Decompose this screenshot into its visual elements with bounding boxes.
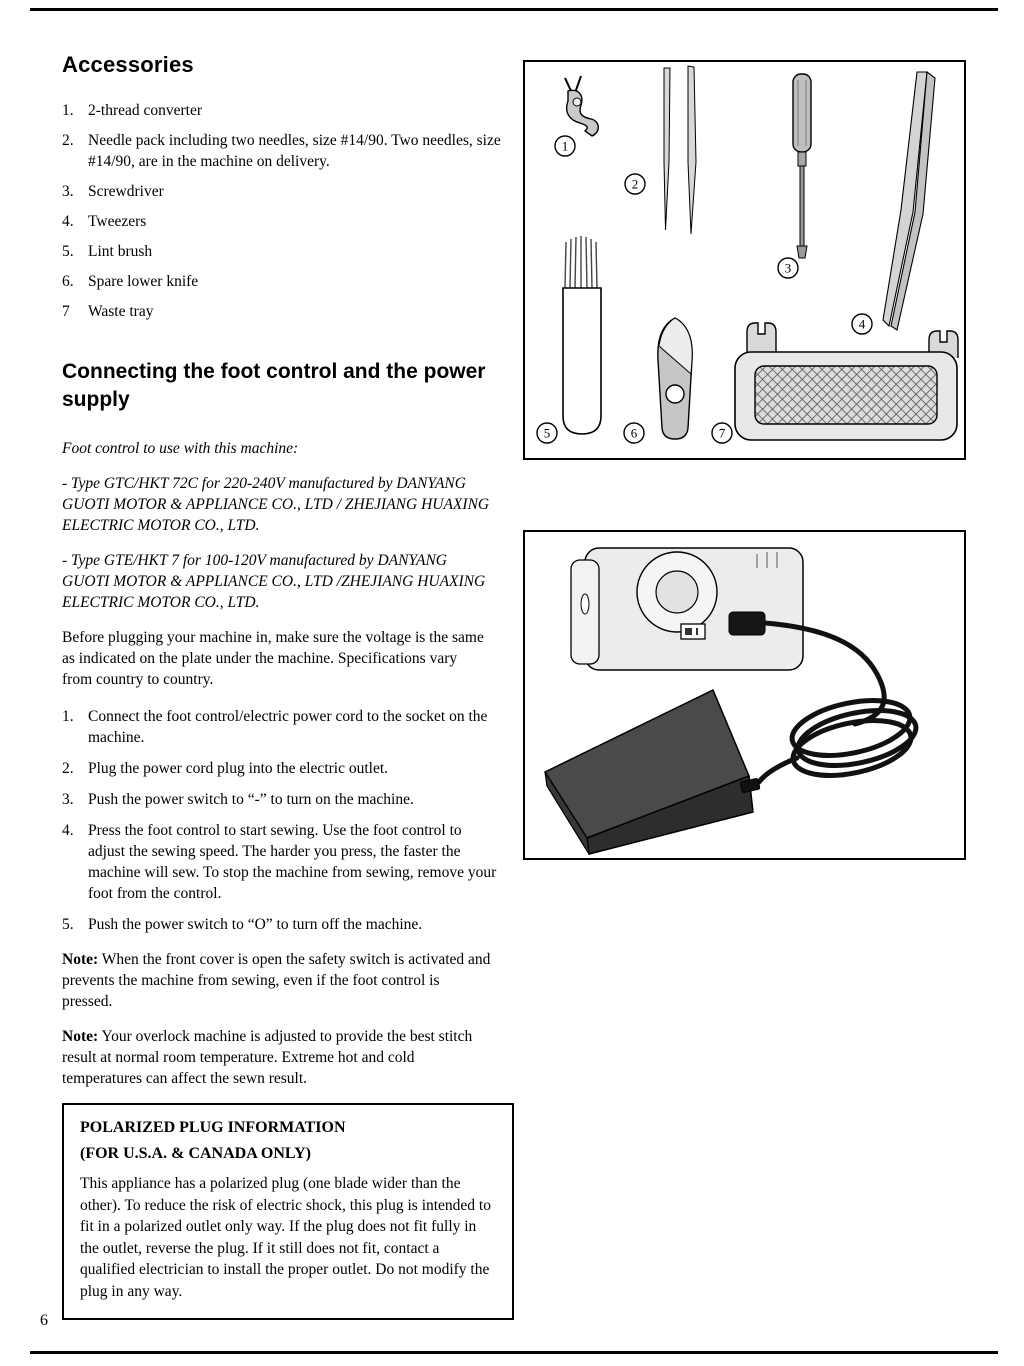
step-text: Connect the foot control/electric power cord to the socket on the machine.: [88, 708, 488, 746]
step-text: Plug the power cord plug into the electric outlet.: [88, 760, 389, 777]
note-label: Note:: [62, 1028, 99, 1045]
sewing-machine-icon: [571, 548, 803, 670]
needles-icon: [664, 66, 696, 234]
accessories-figure: [523, 60, 966, 460]
tweezers-icon: [883, 72, 935, 330]
list-item: [62, 301, 510, 322]
connection-steps-list: [62, 706, 510, 935]
figure-label-4: [852, 314, 872, 334]
list-item: [62, 211, 510, 232]
svg-text:4: 4: [858, 316, 866, 332]
list-item: [62, 100, 510, 121]
two-thread-converter-icon: [565, 76, 598, 136]
screwdriver-icon: [793, 74, 811, 258]
note-temperature: [62, 1026, 492, 1089]
step-text: Push the power switch to “-” to turn on the machine.: [88, 791, 414, 808]
list-item-number: 6.: [62, 273, 74, 290]
figure-label-5: [537, 423, 557, 443]
lint-brush-icon: [563, 236, 601, 434]
foot-control-type-2: - Type GTE/HKT 7 for 100-120V manufactured by DANYANG GUOTI MOTOR & APPLIANCE CO., LTD /ZHEJIANG HUAXING ELECTRIC MOTOR CO., LTD.: [62, 552, 486, 611]
step-number: 1.: [62, 708, 74, 725]
svg-text:7: 7: [718, 425, 726, 441]
list-item-text: Waste tray: [88, 303, 154, 320]
figure-label-6: [624, 423, 644, 443]
polarized-title: POLARIZED PLUG INFORMATION: [80, 1119, 346, 1136]
list-item-number: 3.: [62, 183, 74, 200]
figure-label-2: [625, 174, 645, 194]
foot-control-illustration: [525, 532, 964, 858]
list-item-text: Tweezers: [88, 213, 147, 230]
waste-tray-icon: [735, 323, 958, 440]
page-number: 6: [40, 1312, 48, 1329]
list-item-text: Lint brush: [88, 243, 153, 260]
step-item: [62, 914, 510, 935]
note-text: When the front cover is open the safety switch is activated and prevents the machine from sewing, even if the foot control is pressed.: [62, 951, 491, 1010]
step-number: 4.: [62, 822, 74, 839]
accessories-heading: Accessories: [62, 52, 194, 77]
step-number: 3.: [62, 791, 74, 808]
figure-label-3: [778, 258, 798, 278]
list-item-number: 7: [62, 303, 70, 320]
list-item-number: 1.: [62, 102, 74, 119]
accessories-illustration: [525, 62, 964, 458]
accessories-list: [62, 100, 510, 322]
svg-text:5: 5: [543, 425, 551, 441]
list-item: [62, 241, 510, 262]
note-safety-switch: [62, 949, 492, 1012]
step-item: [62, 789, 510, 810]
foot-control-pedal-icon: [545, 690, 760, 854]
figure-label-7: [712, 423, 732, 443]
svg-text:1: 1: [561, 138, 569, 154]
list-item-text: Screwdriver: [88, 183, 164, 200]
svg-text:2: 2: [631, 176, 639, 192]
step-item: [62, 706, 510, 748]
polarized-body: This appliance has a polarized plug (one blade wider than the other). To reduce the risk of electric shock, this plug is intended to fit in a polarized outlet only way. If the plug does not fit fully in the outlet, reverse the plug. If it still does not fit, contact a qualified electrician to install the proper outlet. Do not modify the plug in any way.: [80, 1175, 491, 1300]
step-text: Push the power switch to “O” to turn off the machine.: [88, 916, 423, 933]
spare-lower-knife-icon: [658, 318, 692, 439]
list-item-text: Spare lower knife: [88, 273, 199, 290]
list-item: [62, 130, 510, 172]
foot-control-intro: Foot control to use with this machine:: [62, 440, 299, 457]
top-rule: [30, 8, 998, 11]
note-text: Your overlock machine is adjusted to provide the best stitch result at normal room temperature. Extreme hot and cold temperatures can affect the sewn result.: [62, 1028, 473, 1087]
figure-label-1: [555, 136, 575, 156]
bottom-rule: [30, 1351, 998, 1354]
step-item: [62, 758, 510, 779]
list-item: [62, 181, 510, 202]
svg-text:6: 6: [630, 425, 638, 441]
list-item-number: 4.: [62, 213, 74, 230]
list-item-text: 2-thread converter: [88, 102, 203, 119]
foot-control-figure: [523, 530, 966, 860]
list-item-number: 5.: [62, 243, 74, 260]
step-text: Press the foot control to start sewing. Use the foot control to adjust the sewing speed. The harder you press, the faster the machine will sew. To stop the machine from sewing, remove your foot from the control.: [88, 822, 497, 902]
voltage-paragraph: Before plugging your machine in, make sure the voltage is the same as indicated on the plate under the machine. Specifications vary from country to country.: [62, 629, 484, 688]
step-number: 5.: [62, 916, 74, 933]
list-item: [62, 271, 510, 292]
foot-control-type-1: - Type GTC/HKT 72C for 220-240V manufactured by DANYANG GUOTI MOTOR & APPLIANCE CO., LTD / ZHEJIANG HUAXING ELECTRIC MOTOR CO., LTD.: [62, 475, 490, 534]
note-label: Note:: [62, 951, 99, 968]
polarized-subtitle: (FOR U.S.A. & CANADA ONLY): [80, 1145, 311, 1162]
list-item-text: Needle pack including two needles, size #14/90. Two needles, size #14/90, are in the machine on delivery.: [88, 132, 501, 170]
list-item-number: 2.: [62, 132, 74, 149]
connecting-heading: Connecting the foot control and the power supply: [62, 360, 486, 411]
text-column: [62, 52, 510, 1089]
svg-text:3: 3: [784, 260, 792, 276]
step-number: 2.: [62, 760, 74, 777]
polarized-plug-info-box: [62, 1103, 514, 1320]
step-item: [62, 820, 510, 904]
